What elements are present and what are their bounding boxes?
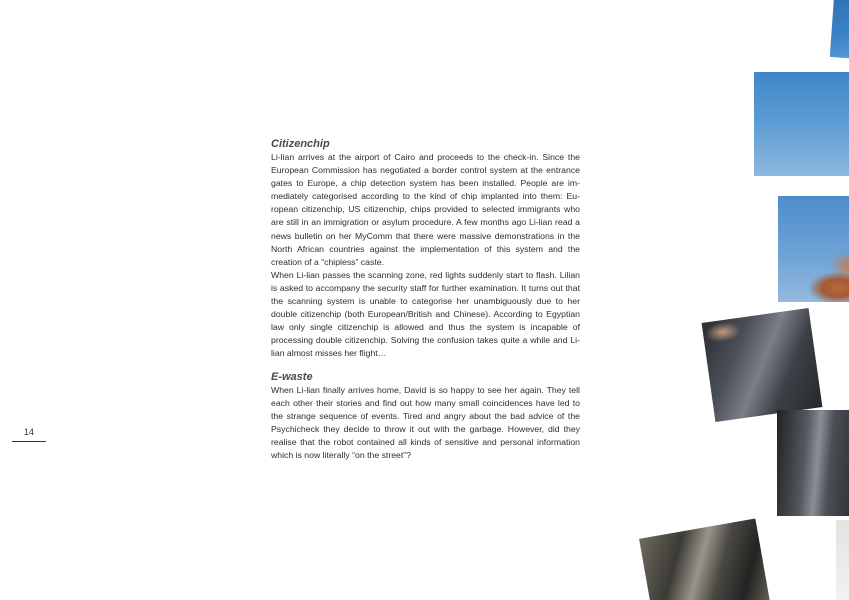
- paragraph: Li-lian arrives at the airport of Cairo and proceeds to the check-in. Since the European Commission has negotiated a border control system at the entrance gates to Europe, a chip detection system has been installed. People are immediately categorised according to the kind of chip implanted into them: European citizenchip, US citizenchip, chips provided to selected immigrants who are still in an immigration or asylum procedure. A few months ago Li-lian read a news bulletin on her MyComm that there were massive demonstrations in the North African countries against the implementation of this system and the creation of a “chipless” caste.: [271, 152, 580, 267]
- photo-fragment-sky: [830, 0, 849, 59]
- page-number: 14: [23, 427, 34, 437]
- paragraph: When Li-lian passes the scanning zone, red lights suddenly start to flash. Lilian is asked to accompany the security staff for further examination. It turns out that the scanning system is unable to categorise her unambiguously due to her double citizenchip (both European/British and Chinese). According to Egyptian law only single citizenchip is allowed and thus the system is incapable of processing double citizenchip. Solving the confusion takes quite a while and Li-lian almost misses her flight…: [271, 269, 580, 359]
- section-heading-e-waste: E-waste: [271, 370, 313, 383]
- photo-fragment-sky: [754, 72, 849, 176]
- article-body: [271, 137, 580, 462]
- photo-fragment-cloth: [639, 518, 771, 600]
- photo-fragment-edge: [836, 520, 849, 600]
- paragraph: When Li-lian finally arrives home, David is so happy to see her again. They tell each other their stories and find out how many small coincidences have led to the strange sequence of events. Tired and angry about the bad advice of the Psychicheck they decide to throw it out with the garbage. However, did they realise that the robot contained all kinds of sensitive and personal information which is now literally “on the street”?: [271, 384, 580, 460]
- photo-fragment-hand: [778, 196, 849, 302]
- page-number-rule: [12, 441, 46, 442]
- section-heading-citizenchip: Citizenchip: [271, 138, 330, 150]
- photo-fragment-cloth: [702, 308, 823, 422]
- section-spacer: [271, 361, 580, 370]
- photo-fragment-cloth: [777, 410, 849, 516]
